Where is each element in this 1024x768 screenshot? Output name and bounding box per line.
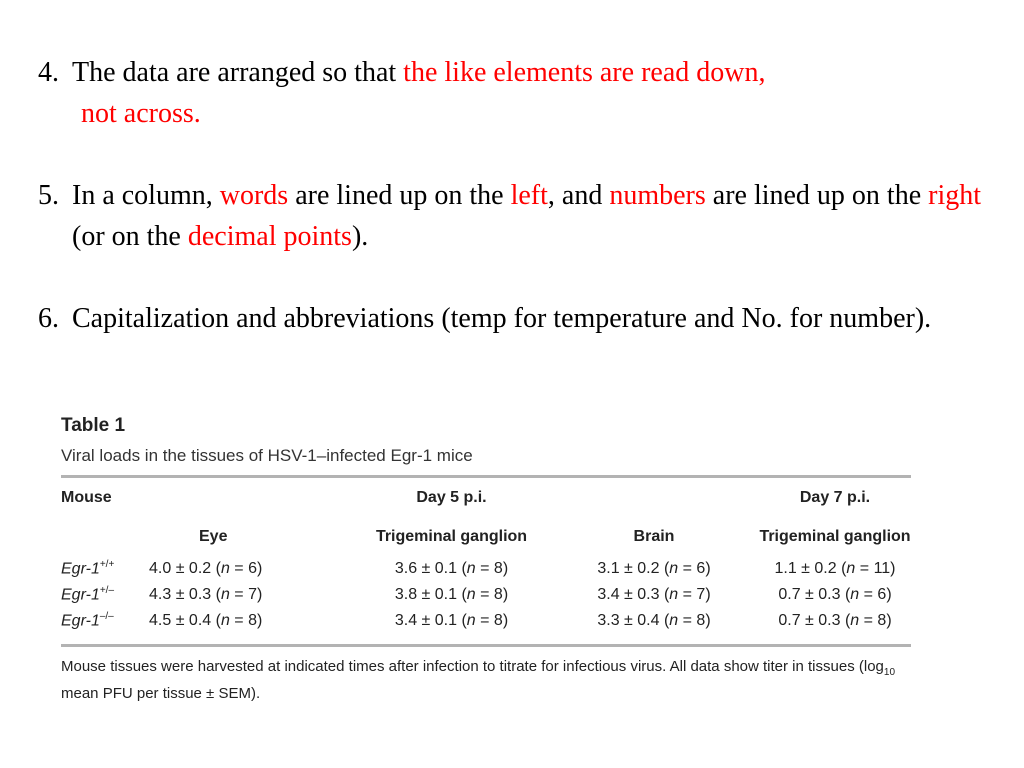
point-text [72, 57, 765, 88]
eye-value: 4.3 ± 0.3 (n = 7) [149, 586, 263, 603]
brain-value: 3.3 ± 0.4 (n = 8) [597, 612, 711, 629]
header-day5: Day 5 p.i. [416, 489, 487, 506]
eye-value: 4.5 ± 0.4 (n = 8) [149, 612, 263, 629]
point-text-run: The data are arranged so that [72, 57, 404, 88]
point-text-emphasis: not across. [81, 98, 201, 129]
point-text-run: are lined up on the [705, 180, 929, 211]
point-text-emphasis: left [510, 180, 548, 211]
point-number: 4. [38, 57, 59, 88]
point-text-run: In a column, [72, 180, 220, 211]
point-text-emphasis: words [219, 180, 289, 211]
tg5-value: 3.4 ± 0.1 (n = 8) [394, 612, 509, 629]
viral-load-table [61, 478, 911, 644]
tg7-value: 1.1 ± 0.2 (n = 11) [774, 560, 896, 577]
genotype-sup: +/– [99, 585, 115, 597]
brain-value: 3.4 ± 0.3 (n = 7) [597, 586, 711, 603]
gene-name: Egr-1 [61, 612, 100, 630]
tg5-value: 3.8 ± 0.1 (n = 8) [394, 586, 509, 603]
table-row [61, 556, 911, 582]
point-text-run: (or on the [72, 221, 188, 252]
genotype-cell [61, 608, 145, 634]
bullet-points [38, 52, 1003, 339]
table-caption: Mouse tissues were harvested at indicated times after infection to titrate for infectious virus. All data show titer in tissues ($\log_{10}$ mean PFU per tissue ± SEM). [61, 658, 896, 702]
point-text-run: are lined up on the [288, 180, 511, 211]
tg7-value: 0.7 ± 0.3 (n = 8) [778, 612, 892, 629]
point-text-emphasis: decimal points [187, 221, 352, 252]
header-mouse: Mouse [61, 489, 112, 506]
genotype-cell [61, 582, 145, 608]
gene-name: Egr-1 [61, 586, 100, 604]
point-number: 6. [38, 303, 59, 334]
table-title: Table 1 [61, 415, 126, 436]
genotype-sup: +/+ [99, 559, 115, 571]
brain-value: 3.1 ± 0.2 (n = 6) [597, 560, 711, 577]
header-eye: Eye [199, 528, 228, 545]
point-6 [38, 298, 1003, 339]
table-subtitle: Viral loads in the tissues of HSV-1–infected Egr-1 mice [61, 446, 473, 465]
data-table-figure [61, 414, 911, 704]
point-4 [38, 52, 1003, 134]
header-trigeminal-day7: Trigeminal ganglion [759, 528, 911, 545]
genotype-sup: –/– [99, 611, 114, 623]
point-text-emphasis: right [928, 180, 982, 211]
header-brain: Brain [633, 528, 675, 545]
tg7-value: 0.7 ± 0.3 (n = 6) [778, 586, 892, 603]
point-number: 5. [38, 180, 59, 211]
table-header-row [61, 478, 911, 518]
point-text: Capitalization and abbreviations (temp for temperature and No. for number). [72, 303, 932, 334]
point-text [72, 180, 981, 252]
point-5 [38, 175, 1003, 257]
table-bottom-rule [61, 644, 911, 647]
eye-value: 4.0 ± 0.2 (n = 6) [149, 560, 263, 577]
header-trigeminal-day5: Trigeminal ganglion [375, 528, 528, 545]
genotype-cell [61, 556, 145, 582]
table-row [61, 582, 911, 608]
point-text-emphasis: numbers [609, 180, 706, 211]
gene-name: Egr-1 [61, 560, 100, 578]
point-text-run: ). [351, 221, 369, 252]
point-text-run: , and [547, 180, 610, 211]
table-row [61, 608, 911, 634]
point-text-emphasis: the like elements are read down, [403, 57, 766, 88]
tg5-value: 3.6 ± 0.1 (n = 8) [394, 560, 509, 577]
header-day7: Day 7 p.i. [799, 489, 871, 506]
table-subheader-row [61, 518, 911, 556]
